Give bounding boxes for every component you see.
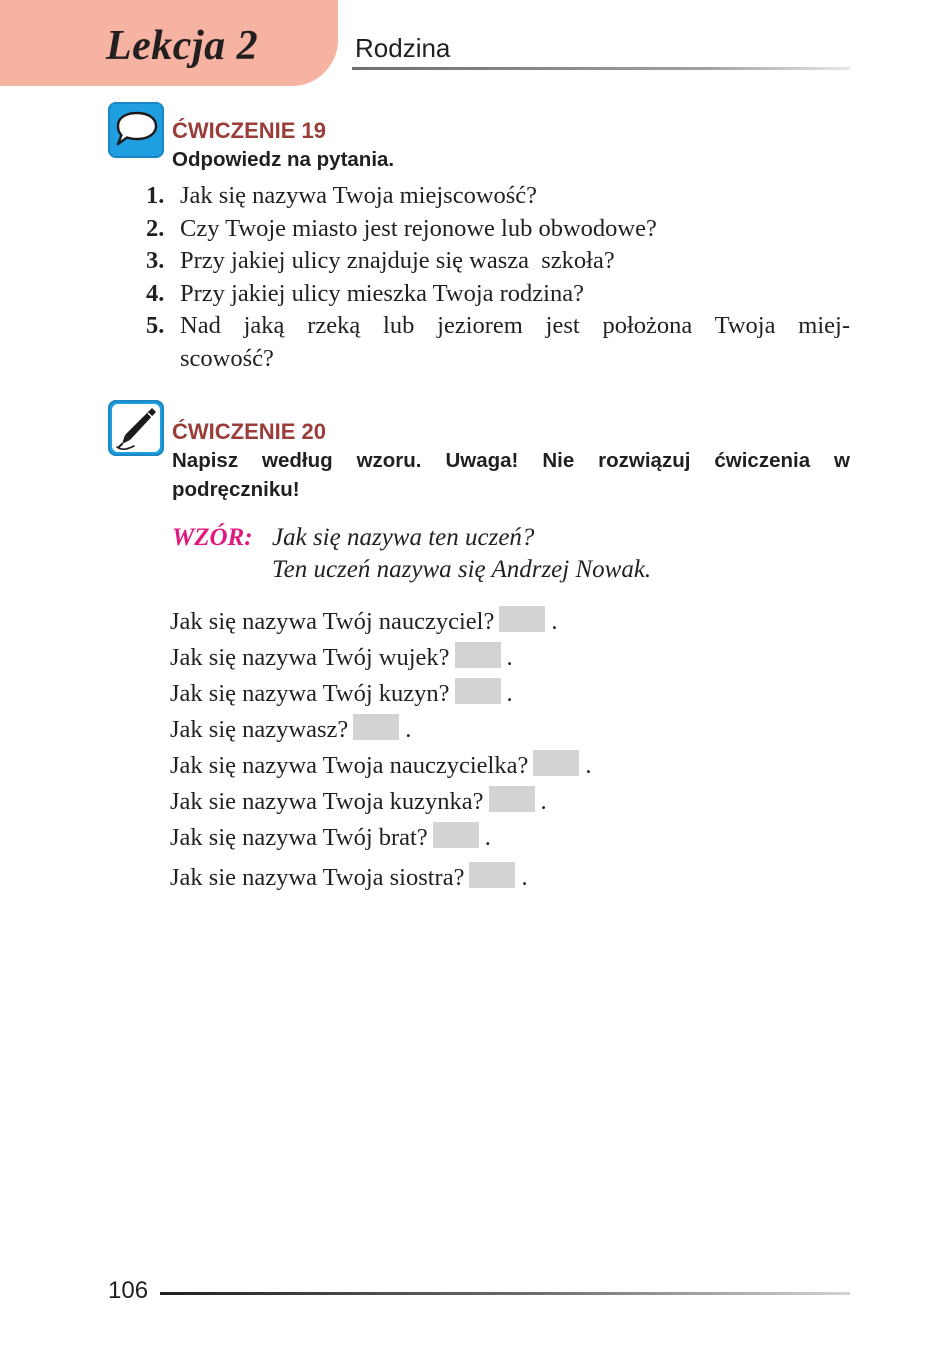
- answer-question: Jak się nazywasz?: [170, 716, 349, 743]
- answer-question: Jak się nazywa Twój brat?: [170, 824, 428, 851]
- question-text: Przy jakiej ulicy mieszka Twoja rodzina?: [180, 279, 584, 307]
- question-text-continuation: scowość?: [180, 344, 274, 372]
- exercise-20-answer-list: [170, 604, 592, 896]
- topic-title: Rodzina: [355, 33, 451, 63]
- question-text: Przy jakiej ulicy znajduje się wasza szkoła?: [180, 247, 615, 274]
- answer-blank: [433, 822, 479, 848]
- page-number: 106: [108, 1277, 149, 1304]
- question-item: [146, 278, 850, 311]
- answer-question: Jak się nazywa Twoja nauczycielka?: [170, 752, 529, 779]
- answer-blank: [489, 786, 535, 812]
- model-label: WZÓR:: [172, 524, 253, 551]
- answer-period: .: [506, 644, 513, 671]
- question-number: 4.: [146, 279, 165, 307]
- answer-blank: [353, 714, 399, 740]
- answer-question: Jak się nazywa Twój nauczyciel?: [170, 608, 495, 635]
- answer-blank: [455, 678, 501, 704]
- answer-question: Jak sie nazywa Twoja siostra?: [170, 864, 465, 891]
- exercise-19-question-list: [146, 180, 850, 375]
- question-text: Jak się nazywa Twoja miejscowość?: [180, 182, 538, 209]
- answer-question: Jak się nazywa Twój wujek?: [170, 644, 450, 671]
- answer-item: [170, 748, 592, 784]
- exercise-20-instruction: Napisz według wzoru. Uwaga! Nie rozwiązuj ćwiczenia w podręczniku!: [172, 449, 850, 501]
- answer-blank: [533, 750, 579, 776]
- answer-period: .: [506, 680, 513, 707]
- footer-rule: [160, 1292, 850, 1295]
- answer-blank: [499, 606, 545, 632]
- answer-item: [170, 676, 592, 712]
- speech-bubble-icon: [108, 102, 164, 158]
- question-text: Nad jaką rzeką lub jeziorem jest położona Twoja miej-: [180, 312, 850, 339]
- answer-item: [170, 640, 592, 676]
- answer-period: .: [585, 752, 592, 779]
- answer-period: .: [484, 824, 491, 851]
- question-item: [146, 213, 850, 246]
- exercise-20-title: ĆWICZENIE 20: [172, 419, 327, 444]
- question-number: 2.: [146, 214, 165, 242]
- lesson-title: Lekcja 2: [106, 23, 259, 69]
- question-text: Czy Twoje miasto jest rejonowe lub obwodowe?: [180, 214, 657, 242]
- question-item: [146, 180, 850, 213]
- answer-item: [170, 820, 592, 856]
- answer-blank: [455, 642, 501, 668]
- question-item: [146, 310, 850, 375]
- answer-item: [170, 604, 592, 640]
- answer-period: .: [551, 608, 558, 635]
- exercise-19-title: ĆWICZENIE 19: [172, 118, 327, 143]
- question-number: 5.: [146, 312, 165, 339]
- answer-period: .: [540, 788, 547, 815]
- model-question: Jak się nazywa ten uczeń?: [272, 524, 535, 551]
- answer-item: [170, 784, 592, 820]
- header-rule: [352, 67, 850, 70]
- answer-question: Jak sie nazywa Twoja kuzynka?: [170, 788, 484, 815]
- answer-period: .: [521, 864, 528, 891]
- answer-item: [170, 860, 592, 896]
- question-number: 3.: [146, 247, 165, 274]
- answer-question: Jak się nazywa Twój kuzyn?: [170, 680, 450, 707]
- pen-icon: [108, 400, 164, 456]
- question-number: 1.: [146, 182, 165, 209]
- answer-blank: [469, 862, 515, 888]
- exercise-19-instruction: Odpowiedz na pytania.: [172, 148, 395, 171]
- answer-item: [170, 712, 592, 748]
- question-item: [146, 245, 850, 278]
- model-answer: Ten uczeń nazywa się Andrzej Nowak.: [272, 556, 652, 583]
- answer-period: .: [405, 716, 412, 743]
